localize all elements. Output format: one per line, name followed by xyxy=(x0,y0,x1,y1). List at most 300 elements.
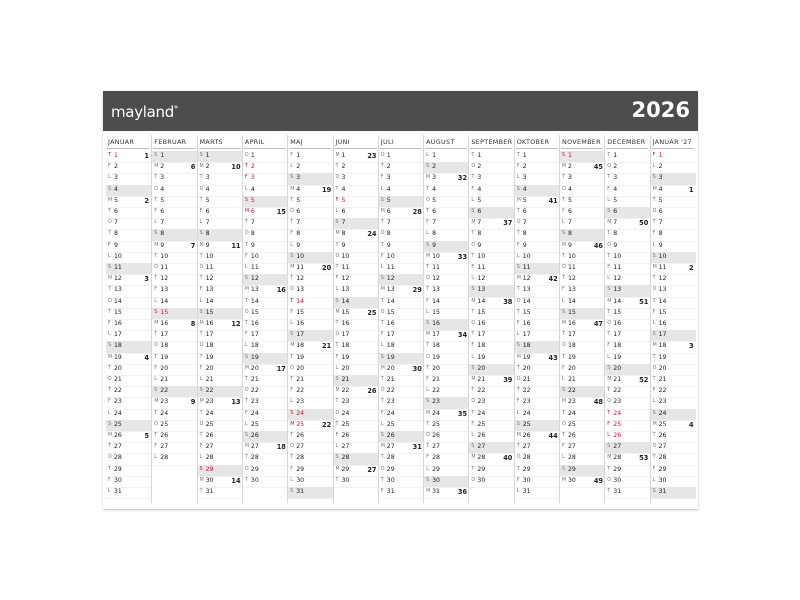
weekday-letter: S xyxy=(335,298,339,304)
weekday-letter: S xyxy=(154,388,158,394)
day-number: 3 xyxy=(477,174,482,182)
day-number: 8 xyxy=(477,230,482,238)
weekday-letter: S xyxy=(290,175,294,181)
weekday-letter: S xyxy=(471,365,475,371)
month-divider xyxy=(652,148,694,149)
day-number: 10 xyxy=(160,252,169,260)
day-number: 10 xyxy=(477,252,486,260)
day-number: 15 xyxy=(205,308,214,316)
day-number: 17 xyxy=(658,331,667,339)
day-number: 15 xyxy=(250,308,259,316)
day-number: 1 xyxy=(296,152,301,159)
month-divider xyxy=(380,148,422,149)
weekday-letter: M xyxy=(199,321,204,326)
week-number: 48 xyxy=(593,398,603,407)
day-number: 16 xyxy=(250,320,259,327)
day-number: 18 xyxy=(341,342,350,350)
month-divider xyxy=(107,148,149,149)
day-number: 11 xyxy=(114,264,122,271)
weekday-letter: O xyxy=(380,309,385,315)
day-number: 29 xyxy=(205,465,214,473)
week-number: 13 xyxy=(231,398,241,407)
weekday-letter: L xyxy=(335,209,339,214)
day-number: 25 xyxy=(114,420,122,428)
day-number: 23 xyxy=(522,398,531,406)
weekday-letter: O xyxy=(154,186,159,192)
week-number: 45 xyxy=(593,163,603,172)
weekday-letter: M xyxy=(380,444,385,450)
weekday-letter: O xyxy=(426,354,430,360)
day-number: 11 xyxy=(613,264,622,271)
weekday-letter: M xyxy=(244,209,250,214)
day-number: 5 xyxy=(568,196,572,204)
weekday-letter: S xyxy=(335,220,339,226)
day-number: 23 xyxy=(432,398,440,406)
weekday-letter: L xyxy=(562,377,565,382)
day-number: 9 xyxy=(658,241,663,249)
day-number: 26 xyxy=(568,432,576,439)
day-number: 14 xyxy=(160,297,169,305)
weekday-letter: S xyxy=(199,309,203,315)
weekday-letter: S xyxy=(380,433,384,438)
day-number: 22 xyxy=(205,387,214,395)
weekday-letter: S xyxy=(335,455,339,461)
weekday-letter: O xyxy=(154,343,159,349)
weekday-letter: T xyxy=(290,354,294,360)
weekday-letter: T xyxy=(516,287,520,293)
day-number: 16 xyxy=(613,320,622,327)
day-number: 3 xyxy=(114,174,118,182)
weekday-letter: S xyxy=(380,276,384,282)
weekday-letter: T xyxy=(108,153,111,158)
week-number: 6 xyxy=(190,163,196,172)
calendar-year: 2026 xyxy=(631,98,690,122)
week-number: 49 xyxy=(593,476,603,485)
weekday-letter: O xyxy=(290,365,294,371)
day-number: 15 xyxy=(341,308,350,316)
day-number: 9 xyxy=(250,241,255,249)
weekday-letter: S xyxy=(471,444,475,450)
day-number: 21 xyxy=(613,376,622,383)
weekday-letter: F xyxy=(108,242,111,248)
weekday-letter: S xyxy=(562,466,566,472)
weekday-letter: L xyxy=(471,276,475,282)
weekday-letter: T xyxy=(471,253,475,259)
day-number: 11 xyxy=(205,264,214,271)
day-number: 17 xyxy=(205,331,214,339)
weekday-letter: M xyxy=(335,309,340,315)
day-number: 23 xyxy=(250,398,259,406)
weekday-letter: T xyxy=(607,466,611,472)
weekday-letter: L xyxy=(516,253,520,259)
month-column xyxy=(242,135,288,503)
day-number: 20 xyxy=(613,364,622,372)
weekday-letter: O xyxy=(607,399,612,405)
day-number: 27 xyxy=(250,443,259,451)
day-number: 23 xyxy=(658,398,667,406)
day-number: 23 xyxy=(568,398,576,406)
weekday-letter: M xyxy=(108,433,113,438)
day-number: 20 xyxy=(477,364,486,372)
day-number: 20 xyxy=(568,364,576,372)
day-number: 5 xyxy=(160,196,165,204)
weekday-letter: T xyxy=(244,298,248,304)
day-number: 9 xyxy=(613,241,618,249)
day-number: 7 xyxy=(296,219,301,227)
weekday-letter: O xyxy=(290,287,294,293)
weekday-letter: F xyxy=(652,388,656,394)
day-number: 10 xyxy=(205,252,214,260)
day-number: 25 xyxy=(386,420,395,428)
weekday-letter: F xyxy=(335,433,339,438)
day-number: 16 xyxy=(568,320,576,327)
weekday-letter: L xyxy=(199,455,203,461)
day-number: 8 xyxy=(205,230,210,238)
week-number: 26 xyxy=(367,387,377,396)
day-number: 19 xyxy=(477,353,486,361)
day-number: 21 xyxy=(296,376,305,383)
weekday-letter: M xyxy=(516,276,521,282)
day-number: 30 xyxy=(568,476,576,484)
day-number: 24 xyxy=(613,409,622,417)
weekday-letter: M xyxy=(426,489,431,494)
weekday-letter: T xyxy=(199,276,203,282)
day-number: 18 xyxy=(568,342,576,350)
weekday-letter: L xyxy=(562,220,565,226)
day-number: 14 xyxy=(568,297,576,305)
day-row xyxy=(605,487,650,499)
day-number: 5 xyxy=(341,196,346,204)
day-number: 14 xyxy=(658,297,667,305)
day-number: 19 xyxy=(296,353,305,361)
day-number: 29 xyxy=(658,465,667,473)
day-number: 6 xyxy=(522,208,527,215)
day-number: 6 xyxy=(386,208,391,215)
week-number: 14 xyxy=(231,476,241,485)
day-row xyxy=(198,487,243,499)
day-number: 26 xyxy=(296,432,305,439)
day-number: 27 xyxy=(341,443,350,451)
day-number: 22 xyxy=(568,387,576,395)
day-number: 21 xyxy=(432,376,440,383)
day-number: 26 xyxy=(477,432,486,439)
day-number: 9 xyxy=(205,241,210,249)
month-divider xyxy=(244,148,286,149)
month-divider xyxy=(199,148,241,149)
weekday-letter: F xyxy=(652,309,656,315)
week-number: 28 xyxy=(412,208,422,216)
day-number: 15 xyxy=(386,308,395,316)
day-number: 10 xyxy=(386,252,395,260)
day-number: 5 xyxy=(658,196,663,204)
month-column xyxy=(514,135,560,503)
day-number: 18 xyxy=(432,342,440,350)
weekday-letter: T xyxy=(244,242,248,248)
day-number: 23 xyxy=(160,398,169,406)
weekday-letter: L xyxy=(244,421,248,427)
weekday-letter: F xyxy=(562,209,565,214)
weekday-letter: L xyxy=(244,186,248,192)
weekday-letter: F xyxy=(516,242,520,248)
weekday-letter: M xyxy=(471,377,476,382)
day-number: 20 xyxy=(205,364,214,372)
week-number: 21 xyxy=(322,342,332,351)
day-number: 12 xyxy=(205,275,214,283)
weekday-letter: L xyxy=(380,421,384,427)
weekday-letter: F xyxy=(108,321,111,326)
weekday-letter: S xyxy=(290,332,294,338)
day-number: 1 xyxy=(658,152,663,159)
day-row xyxy=(334,476,379,488)
weekday-letter: L xyxy=(471,354,475,360)
day-number: 22 xyxy=(522,387,531,395)
weekday-letter: S xyxy=(290,253,294,259)
weekday-letter: F xyxy=(290,153,293,158)
day-number: 9 xyxy=(114,241,118,249)
day-number: 7 xyxy=(658,219,663,227)
day-number: 24 xyxy=(386,409,395,417)
weekday-letter: O xyxy=(471,321,476,326)
week-number: 44 xyxy=(548,432,558,440)
day-number: 25 xyxy=(522,420,531,428)
day-number: 28 xyxy=(658,454,667,462)
day-number: 20 xyxy=(658,364,667,372)
weekday-letter: S xyxy=(108,421,112,427)
week-number: 7 xyxy=(190,241,196,250)
day-number: 9 xyxy=(296,241,301,249)
day-number: 17 xyxy=(613,331,622,339)
weekday-letter: F xyxy=(562,444,565,450)
weekday-letter: T xyxy=(380,242,384,248)
day-number: 29 xyxy=(613,465,622,473)
weekday-letter: T xyxy=(244,377,248,382)
weekday-letter: M xyxy=(244,287,250,293)
day-number: 27 xyxy=(205,443,214,451)
weekday-letter: T xyxy=(335,421,339,427)
day-number: 28 xyxy=(160,454,169,462)
weekday-letter: T xyxy=(516,444,520,450)
day-number: 4 xyxy=(613,185,618,193)
weekday-letter: M xyxy=(154,321,159,326)
weekday-letter: S xyxy=(244,276,248,282)
weekday-letter: T xyxy=(562,433,565,438)
day-number: 10 xyxy=(250,252,259,260)
day-number: 19 xyxy=(522,353,531,361)
weekday-letter: T xyxy=(426,265,430,270)
day-number: 6 xyxy=(658,208,663,215)
day-number: 25 xyxy=(432,420,440,428)
day-number: 27 xyxy=(613,443,622,451)
day-number: 3 xyxy=(160,174,165,182)
weekday-letter: F xyxy=(426,298,429,304)
weekday-letter: S xyxy=(244,354,248,360)
weekday-letter: M xyxy=(562,164,567,170)
weekday-letter: T xyxy=(471,388,475,394)
weekday-letter: T xyxy=(290,433,294,438)
day-number: 20 xyxy=(386,364,395,372)
weekday-letter: F xyxy=(380,253,384,259)
weekday-letter: M xyxy=(290,186,295,192)
day-number: 12 xyxy=(386,275,395,283)
day-number: 10 xyxy=(568,252,576,260)
day-number: 16 xyxy=(205,320,214,327)
weekday-letter: S xyxy=(471,209,475,214)
weekday-letter: F xyxy=(199,365,203,371)
day-number: 2 xyxy=(477,163,482,171)
day-number: 14 xyxy=(205,297,214,305)
day-number: 24 xyxy=(658,409,667,417)
weekday-letter: M xyxy=(108,197,113,203)
day-number: 22 xyxy=(160,387,169,395)
weekday-letter: S xyxy=(154,153,158,158)
day-number: 25 xyxy=(250,420,259,428)
day-number: 10 xyxy=(341,252,350,260)
weekday-letter: F xyxy=(290,466,293,472)
weekday-letter: S xyxy=(244,433,248,438)
weekday-letter: F xyxy=(244,253,248,259)
weekday-letter: O xyxy=(380,231,385,237)
weekday-letter: L xyxy=(516,489,520,494)
weekday-letter: T xyxy=(154,276,158,282)
day-number: 18 xyxy=(386,342,395,350)
weekday-letter: S xyxy=(607,209,611,214)
week-number: 47 xyxy=(593,320,603,328)
day-number: 8 xyxy=(341,230,346,238)
day-number: 1 xyxy=(160,152,165,159)
day-number: 25 xyxy=(477,420,486,428)
weekday-letter: S xyxy=(199,153,203,158)
day-number: 5 xyxy=(477,196,482,204)
day-number: 15 xyxy=(114,308,122,316)
weekday-letter: T xyxy=(607,253,611,259)
weekday-letter: T xyxy=(426,365,430,371)
day-number: 2 xyxy=(522,163,527,171)
day-number: 14 xyxy=(432,297,440,305)
weekday-letter: S xyxy=(108,343,112,349)
day-number: 7 xyxy=(160,219,165,227)
day-number: 12 xyxy=(522,275,531,283)
day-number: 5 xyxy=(522,196,527,204)
weekday-letter: T xyxy=(380,164,384,170)
day-number: 6 xyxy=(160,208,165,215)
month-name: MARTS xyxy=(199,138,223,146)
weekday-letter: M xyxy=(426,332,431,338)
day-number: 13 xyxy=(250,286,259,294)
weekday-letter: O xyxy=(108,455,112,461)
day-number: 1 xyxy=(114,152,118,159)
weekday-letter: F xyxy=(516,164,520,170)
week-number: 15 xyxy=(276,208,286,216)
weekday-letter: T xyxy=(108,365,111,371)
day-number: 28 xyxy=(386,454,395,462)
day-number: 21 xyxy=(205,376,214,383)
month-column xyxy=(106,135,151,503)
day-number: 29 xyxy=(522,465,531,473)
day-number: 8 xyxy=(568,230,572,238)
day-number: 26 xyxy=(114,432,122,439)
day-number: 10 xyxy=(613,252,622,260)
weekday-letter: O xyxy=(652,287,657,293)
day-number: 1 xyxy=(522,152,527,159)
weekday-letter: S xyxy=(290,410,294,416)
weekday-letter: S xyxy=(426,242,430,248)
weekday-letter: L xyxy=(607,354,610,360)
weekday-letter: M xyxy=(471,455,476,461)
week-number: 53 xyxy=(639,454,649,463)
weekday-letter: T xyxy=(380,477,384,483)
day-number: 29 xyxy=(296,465,305,473)
month-column xyxy=(559,135,605,503)
day-row xyxy=(288,487,333,499)
weekday-letter: T xyxy=(108,444,111,450)
week-number: 18 xyxy=(276,443,286,452)
weekday-letter: M xyxy=(154,242,159,248)
day-number: 15 xyxy=(522,308,531,316)
day-number: 31 xyxy=(522,488,531,495)
day-number: 29 xyxy=(477,465,486,473)
day-number: 12 xyxy=(160,275,169,283)
day-number: 31 xyxy=(658,488,667,495)
weekday-letter: M xyxy=(652,265,657,270)
day-number: 27 xyxy=(432,443,440,451)
weekday-letter: M xyxy=(154,399,159,405)
day-number: 11 xyxy=(658,264,667,271)
weekday-letter: F xyxy=(652,153,656,158)
day-number: 18 xyxy=(522,342,531,350)
weekday-letter: T xyxy=(426,287,430,293)
weekday-letter: M xyxy=(562,477,567,483)
day-number: 14 xyxy=(114,297,122,305)
day-number: 19 xyxy=(432,353,440,361)
weekday-letter: M xyxy=(335,231,340,237)
month-name: NOVEMBER xyxy=(562,138,601,146)
week-number: 16 xyxy=(276,286,286,295)
day-number: 18 xyxy=(613,342,622,350)
weekday-letter: L xyxy=(652,164,656,170)
day-number: 21 xyxy=(522,376,531,383)
day-number: 13 xyxy=(205,286,214,294)
weekday-letter: S xyxy=(290,489,294,494)
weekday-letter: F xyxy=(471,421,475,427)
weekday-letter: F xyxy=(516,399,520,405)
day-number: 3 xyxy=(205,174,210,182)
weekday-letter: F xyxy=(607,421,611,427)
day-number: 2 xyxy=(250,163,255,171)
weekday-letter: T xyxy=(471,153,475,158)
day-number: 6 xyxy=(296,208,301,215)
weekday-letter: L xyxy=(335,287,339,293)
day-row xyxy=(106,487,151,499)
day-number: 27 xyxy=(160,443,169,451)
weekday-letter: T xyxy=(290,220,294,226)
day-number: 13 xyxy=(296,286,305,294)
weekday-letter: T xyxy=(108,309,111,315)
weekday-letter: F xyxy=(244,410,248,416)
weekday-letter: T xyxy=(290,455,294,461)
weekday-letter: F xyxy=(652,231,656,237)
day-number: 26 xyxy=(386,432,395,439)
weekday-letter: F xyxy=(471,343,475,349)
weekday-letter: T xyxy=(335,343,339,349)
week-number: 41 xyxy=(548,196,558,205)
day-number: 17 xyxy=(341,331,350,339)
day-number: 27 xyxy=(296,443,305,451)
day-number: 21 xyxy=(160,376,169,383)
weekday-letter: M xyxy=(516,354,521,360)
weekday-letter: T xyxy=(652,455,656,461)
week-number: 8 xyxy=(190,320,196,328)
day-number: 2 xyxy=(613,163,618,171)
